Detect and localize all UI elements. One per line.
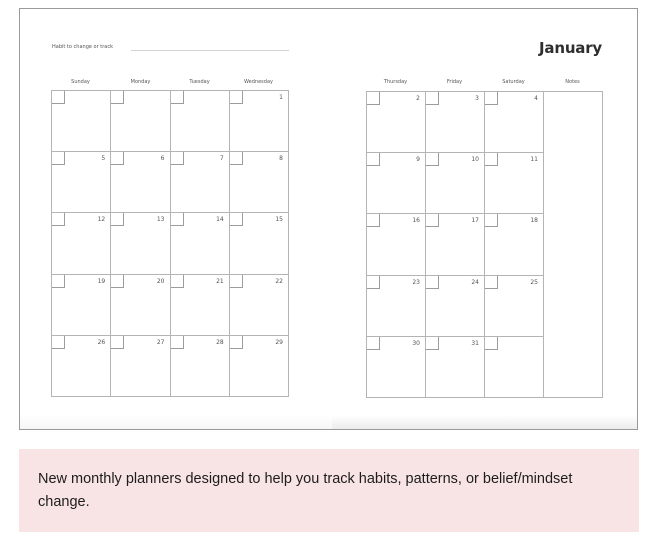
header-saturday: Saturday bbox=[502, 79, 525, 85]
habit-checkbox[interactable] bbox=[426, 92, 439, 105]
header-notes: Notes bbox=[565, 79, 580, 85]
day-number: 26 bbox=[97, 338, 106, 346]
habit-checkbox[interactable] bbox=[485, 337, 498, 350]
habit-checkbox[interactable] bbox=[367, 153, 380, 166]
day-cell[interactable] bbox=[367, 153, 426, 214]
day-cell[interactable] bbox=[52, 91, 111, 152]
day-cell[interactable] bbox=[230, 152, 289, 213]
day-number: 7 bbox=[219, 155, 224, 163]
day-cell[interactable] bbox=[52, 152, 111, 213]
day-number: 15 bbox=[275, 216, 283, 224]
habit-checkbox[interactable] bbox=[52, 275, 65, 288]
day-cell[interactable] bbox=[485, 92, 544, 153]
day-cell[interactable] bbox=[230, 336, 289, 397]
habit-checkbox[interactable] bbox=[426, 153, 439, 166]
day-cell[interactable] bbox=[485, 276, 544, 337]
day-cell[interactable] bbox=[426, 337, 485, 398]
habit-checkbox[interactable] bbox=[426, 337, 439, 350]
habit-checkbox[interactable] bbox=[485, 92, 498, 105]
habit-checkbox[interactable] bbox=[111, 336, 124, 349]
habit-checkbox[interactable] bbox=[171, 91, 184, 104]
day-cell[interactable] bbox=[52, 275, 111, 336]
day-number: 4 bbox=[534, 95, 538, 102]
habit-checkbox[interactable] bbox=[426, 214, 439, 227]
habit-checkbox[interactable] bbox=[367, 337, 380, 350]
header-wednesday: Wednesday bbox=[244, 79, 273, 85]
habit-checkbox[interactable] bbox=[230, 275, 243, 288]
day-cell[interactable] bbox=[426, 153, 485, 214]
day-number: 1 bbox=[279, 94, 283, 101]
day-cell[interactable] bbox=[230, 275, 289, 336]
calendar-grid-right bbox=[366, 91, 544, 398]
day-number: 25 bbox=[530, 278, 538, 286]
day-number: 9 bbox=[416, 156, 420, 164]
day-cell[interactable] bbox=[111, 336, 170, 397]
day-cell[interactable] bbox=[111, 152, 170, 213]
day-number: 5 bbox=[101, 155, 106, 163]
day-cell[interactable] bbox=[52, 336, 111, 397]
day-number: 11 bbox=[530, 156, 538, 164]
day-number: 31 bbox=[471, 339, 479, 347]
habit-label: Habit to change or track bbox=[52, 44, 113, 50]
habit-checkbox[interactable] bbox=[52, 91, 65, 104]
habit-checkbox[interactable] bbox=[52, 152, 65, 165]
day-number: 16 bbox=[412, 217, 420, 225]
day-number: 10 bbox=[471, 156, 479, 164]
habit-checkbox[interactable] bbox=[52, 213, 65, 226]
habit-checkbox[interactable] bbox=[171, 213, 184, 226]
day-cell[interactable] bbox=[426, 214, 485, 275]
habit-checkbox[interactable] bbox=[230, 91, 243, 104]
habit-checkbox[interactable] bbox=[171, 152, 184, 165]
day-cell[interactable] bbox=[111, 275, 170, 336]
habit-checkbox[interactable] bbox=[171, 275, 184, 288]
day-cell[interactable] bbox=[230, 91, 289, 152]
day-cell[interactable] bbox=[171, 213, 230, 274]
day-cell[interactable] bbox=[485, 337, 544, 398]
day-number: 27 bbox=[156, 338, 165, 346]
day-cell[interactable] bbox=[426, 276, 485, 337]
day-cell[interactable] bbox=[111, 213, 170, 274]
month-title: January bbox=[539, 39, 602, 57]
day-number: 18 bbox=[530, 217, 538, 225]
habit-checkbox[interactable] bbox=[485, 214, 498, 227]
day-number: 3 bbox=[475, 95, 479, 102]
caption-text: New monthly planners designed to help you track habits, patterns, or belief/mindset change. bbox=[38, 471, 573, 510]
day-number: 24 bbox=[471, 278, 479, 286]
day-number: 2 bbox=[416, 95, 420, 102]
day-number: 19 bbox=[97, 277, 106, 285]
habit-checkbox[interactable] bbox=[230, 213, 243, 226]
day-number: 13 bbox=[156, 216, 165, 224]
habit-checkbox[interactable] bbox=[485, 153, 498, 166]
day-number: 23 bbox=[412, 278, 420, 286]
day-number: 28 bbox=[216, 338, 224, 346]
habit-checkbox[interactable] bbox=[367, 276, 380, 289]
notes-area[interactable] bbox=[543, 91, 603, 398]
day-number: 22 bbox=[275, 277, 283, 285]
header-thursday: Thursday bbox=[383, 79, 408, 85]
day-number: 29 bbox=[275, 338, 283, 346]
day-number: 8 bbox=[279, 155, 283, 163]
day-cell[interactable] bbox=[367, 92, 426, 153]
habit-checkbox[interactable] bbox=[111, 213, 124, 226]
habit-checkbox[interactable] bbox=[230, 152, 243, 165]
day-number: 6 bbox=[160, 155, 165, 163]
day-number: 21 bbox=[216, 277, 224, 285]
day-cell[interactable] bbox=[367, 276, 426, 337]
habit-checkbox[interactable] bbox=[52, 336, 65, 349]
habit-checkbox[interactable] bbox=[426, 276, 439, 289]
day-cell[interactable] bbox=[485, 214, 544, 275]
frame-shadow bbox=[332, 415, 637, 429]
day-cell[interactable] bbox=[171, 152, 230, 213]
habit-checkbox[interactable] bbox=[111, 91, 124, 104]
habit-checkbox[interactable] bbox=[367, 92, 380, 105]
day-cell[interactable] bbox=[171, 275, 230, 336]
calendar-grid-left bbox=[51, 90, 289, 397]
header-friday: Friday bbox=[446, 79, 463, 85]
day-cell[interactable] bbox=[230, 213, 289, 274]
header-tuesday: Tuesday bbox=[189, 79, 210, 85]
day-cell[interactable] bbox=[485, 153, 544, 214]
frame-shadow bbox=[20, 415, 332, 429]
day-number: 20 bbox=[156, 277, 165, 285]
day-cell[interactable] bbox=[367, 214, 426, 275]
header-sunday: Sunday bbox=[71, 79, 90, 85]
day-cell[interactable] bbox=[367, 337, 426, 398]
day-number: 17 bbox=[471, 217, 479, 225]
habit-checkbox[interactable] bbox=[171, 336, 184, 349]
day-cell[interactable] bbox=[426, 92, 485, 153]
habit-checkbox[interactable] bbox=[111, 275, 124, 288]
habit-checkbox[interactable] bbox=[485, 276, 498, 289]
day-cell[interactable] bbox=[171, 336, 230, 397]
caption-box bbox=[19, 449, 639, 532]
day-number: 14 bbox=[216, 216, 224, 224]
habit-checkbox[interactable] bbox=[367, 214, 380, 227]
day-cell[interactable] bbox=[52, 213, 111, 274]
day-number: 12 bbox=[97, 216, 106, 224]
habit-checkbox[interactable] bbox=[230, 336, 243, 349]
habit-input-line[interactable] bbox=[131, 50, 289, 51]
day-cell[interactable] bbox=[171, 91, 230, 152]
day-number: 30 bbox=[412, 339, 420, 347]
header-monday: Monday bbox=[130, 79, 151, 85]
habit-checkbox[interactable] bbox=[111, 152, 124, 165]
day-cell[interactable] bbox=[111, 91, 170, 152]
